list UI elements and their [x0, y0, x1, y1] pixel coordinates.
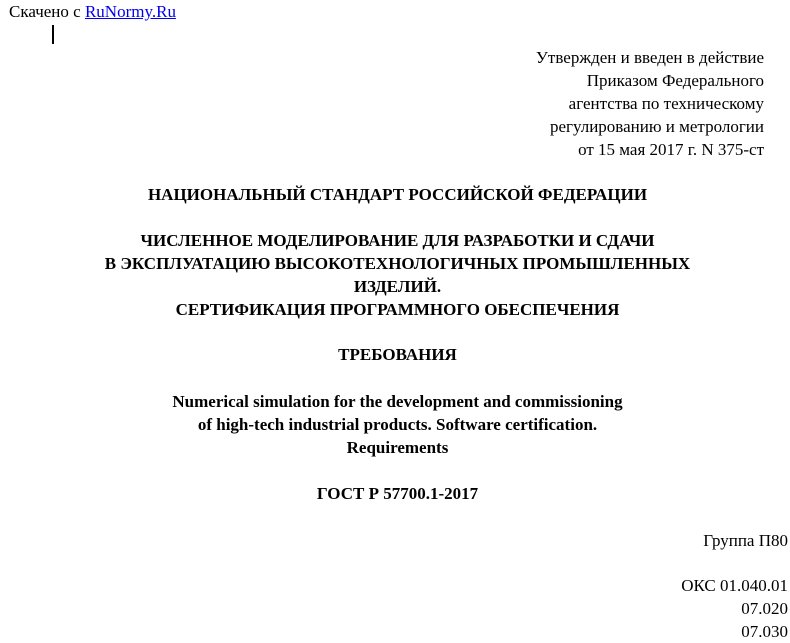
oks-codes [681, 574, 788, 643]
group-code [703, 529, 788, 552]
requirements-heading [0, 343, 790, 366]
russian-title [0, 229, 790, 321]
gost-number [0, 482, 790, 505]
standard-heading-text: НАЦИОНАЛЬНЫЙ СТАНДАРТ РОССИЙСКОЙ ФЕДЕРАЦИИ [147, 185, 648, 204]
english-title [0, 390, 790, 459]
russian-title-line: В ЭКСПЛУАТАЦИЮ ВЫСОКОТЕХНОЛОГИЧНЫХ ПРОМЫШЛЕННЫХ [104, 254, 691, 273]
approval-block [536, 46, 764, 161]
approval-line: агентства по техническому [568, 94, 764, 113]
downloaded-prefix: Скачено с [9, 2, 81, 21]
approval-line: Приказом Федерального [586, 71, 764, 90]
text-cursor [52, 25, 54, 44]
gost-number-text: ГОСТ Р 57700.1-2017 [316, 484, 479, 503]
standard-heading [0, 183, 790, 206]
oks-code-line: ОКС 01.040.01 [681, 576, 788, 595]
oks-code-line: 07.030 [741, 622, 788, 641]
russian-title-line: ИЗДЕЛИЙ. [353, 277, 442, 296]
approval-line: регулированию и метрологии [549, 117, 764, 136]
oks-code-line: 07.020 [741, 599, 788, 618]
approval-line: Утвержден и введен в действие [535, 48, 764, 67]
runormy-link[interactable]: RuNormy.Ru [84, 2, 176, 21]
group-code-text: Группа П80 [703, 531, 788, 550]
russian-title-line: СЕРТИФИКАЦИЯ ПРОГРАММНОГО ОБЕСПЕЧЕНИЯ [175, 300, 620, 319]
requirements-heading-text: ТРЕБОВАНИЯ [338, 345, 457, 364]
russian-title-line: ЧИСЛЕННОЕ МОДЕЛИРОВАНИЕ ДЛЯ РАЗРАБОТКИ И СДАЧИ [140, 231, 655, 250]
english-title-line: Numerical simulation for the development and commissioning [172, 392, 623, 411]
english-title-line: Requirements [346, 438, 449, 457]
downloaded-from-line [9, 2, 176, 22]
english-title-line: of high-tech industrial products. Software certification. [197, 415, 598, 434]
approval-line: от 15 мая 2017 г. N 375-ст [578, 140, 764, 159]
